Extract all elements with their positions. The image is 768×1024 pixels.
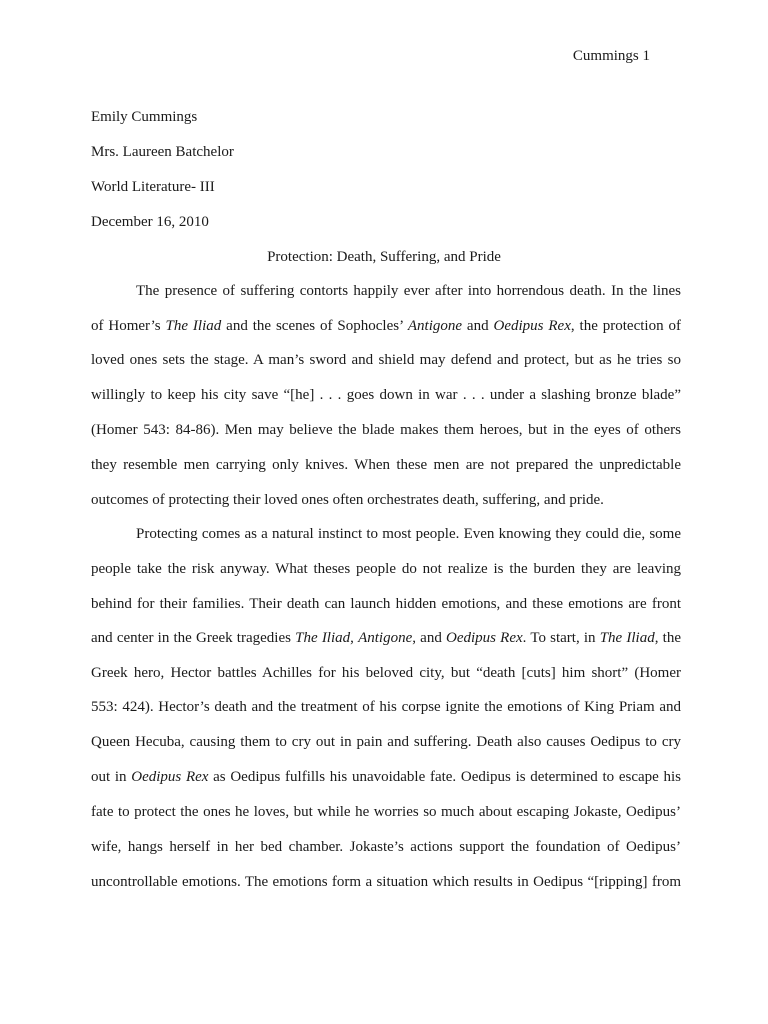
paragraph-1-line-6: they resemble men carrying only knives. When these men are not prepared the unpredictable (91, 457, 681, 473)
work-title: Oedipus Rex (131, 769, 209, 785)
paragraph-2-line-2: people take the risk anyway. What theses people do not realize is the burden they are leaving (91, 561, 681, 577)
paragraph-2-line-7: Queen Hecuba, causing them to cry out in pain and suffering. Death also causes Oedipus to cry (91, 734, 681, 750)
work-title: Oedipus Rex (446, 630, 523, 646)
author-name: Emily Cummings (91, 109, 198, 125)
work-title: Antigone (407, 318, 463, 334)
paragraph-2-line-8: out in Oedipus Rex as Oedipus fulfills his unavoidable fate. Oedipus is determined to escape his (91, 769, 682, 785)
instructor-name: Mrs. Laureen Batchelor (91, 144, 234, 160)
essay-date: December 16, 2010 (91, 214, 209, 230)
paragraph-2-line-10: wife, hangs herself in her bed chamber. Jokaste’s actions support the foundation of Oedipus’ (91, 839, 681, 855)
paragraph-2-line-11: uncontrollable emotions. The emotions form a situation which results in Oedipus “[ripping] from (91, 874, 681, 890)
paragraph-2-line-9: fate to protect the ones he loves, but while he worries so much about escaping Jokaste, Oedipus’ (91, 804, 681, 820)
paragraph-1-line-2: of Homer’s The Iliad and the scenes of Sophocles’ Antigone and Oedipus Rex, the protection of (91, 318, 681, 334)
paragraph-2-line-1: Protecting comes as a natural instinct to most people. Even knowing they could die, some (136, 526, 681, 542)
work-title: The Iliad (165, 318, 222, 334)
essay-title: Protection: Death, Suffering, and Pride (267, 249, 501, 265)
paragraph-2-line-6: 553: 424). Hector’s death and the treatment of his corpse ignite the emotions of King Priam and (91, 699, 681, 715)
work-title: The Iliad (599, 630, 655, 646)
paragraph-2-line-4: and center in the Greek tragedies The Iliad, Antigone, and Oedipus Rex. To start, in The Iliad, the (91, 630, 681, 646)
paragraph-2-line-5: Greek hero, Hector battles Achilles for his beloved city, but “death [cuts] him short” (Homer (91, 665, 681, 681)
paragraph-1-line-1: The presence of suffering contorts happily ever after into horrendous death. In the lines (136, 283, 681, 299)
work-title: Oedipus Rex (493, 318, 571, 334)
work-title: Antigone (358, 630, 413, 646)
paragraph-1-line-3: loved ones sets the stage. A man’s sword and shield may defend and protect, but as he tries so (91, 352, 681, 368)
paragraph-1-line-5: (Homer 543: 84-86). Men may believe the blade makes them heroes, but in the eyes of others (91, 422, 681, 438)
paragraph-2-line-3: behind for their families. Their death can launch hidden emotions, and these emotions are front (91, 596, 681, 612)
running-head: Cummings 1 (572, 48, 650, 64)
paragraph-1-line-4: willingly to keep his city save “[he] . . . goes down in war . . . under a slashing bronze blade” (91, 387, 681, 403)
course-name: World Literature- III (91, 179, 215, 195)
paragraph-1-line-7: outcomes of protecting their loved ones often orchestrates death, suffering, and pride. (91, 492, 604, 508)
work-title: The Iliad (295, 630, 351, 646)
